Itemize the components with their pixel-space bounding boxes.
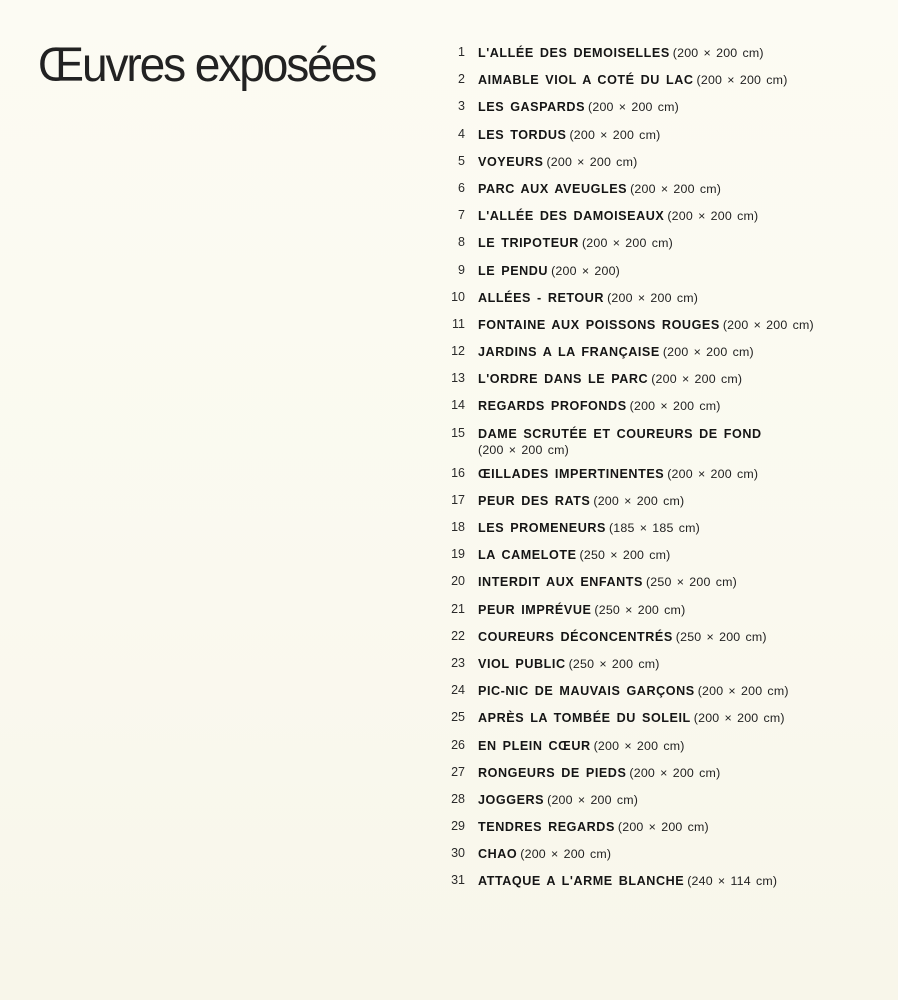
work-item [444,343,884,370]
work-title: L'ALLÉE DES DAMOISEAUX [478,209,665,224]
work-text [478,492,884,510]
work-item [444,601,884,628]
work-number: 11 [452,316,465,331]
work-text [478,397,884,415]
work-title: PEUR IMPRÉVUE [478,602,592,617]
work-text [478,207,884,225]
work-number: 20 [451,574,465,589]
work-dimensions: (200 × 200 cm) [696,73,788,88]
work-text [478,289,884,307]
work-dimensions: (250 × 200 cm) [594,602,686,617]
work-text [478,343,884,361]
work-number: 3 [458,99,465,114]
work-number: 30 [451,846,465,861]
work-title: LE PENDU [478,263,549,278]
work-title: LE TRIPOTEUR [478,236,579,251]
work-number: 13 [451,371,465,386]
work-text [478,153,884,171]
work-title: PIC-NIC DE MAUVAIS GARÇONS [478,684,695,699]
work-item [444,234,884,261]
work-title: FONTAINE AUX POISSONS ROUGES [478,317,720,332]
work-dimensions: (200 × 200 cm) [662,345,754,360]
work-dimensions: (240 × 114 cm) [687,874,778,889]
work-text [478,791,884,809]
works-list [444,44,884,900]
work-dimensions: (200 × 200 cm) [546,154,638,169]
work-text [478,601,884,619]
work-number: 24 [451,683,465,698]
work-dimensions: (185 × 185 cm) [608,521,700,535]
page-title: Œuvres exposées [38,39,376,92]
work-dimensions: (200 × 200 cm) [629,765,721,780]
work-text [478,546,884,564]
work-title: VOYEURS [478,154,544,169]
work-dimensions: (250 × 200 cm) [645,575,737,590]
work-dimensions: (200 × 200) [551,263,620,278]
work-item [444,370,884,397]
work-item [444,655,884,682]
work-item [444,818,884,845]
work-title: ATTAQUE A L'ARME BLANCHE [478,874,685,889]
work-number: 15 [451,425,465,440]
work-dimensions: (200 × 200 cm) [547,792,639,807]
work-dimensions: (200 × 200 cm) [667,466,759,481]
work-item [444,628,884,655]
work-dimensions: (200 × 200 cm) [588,100,680,115]
work-dimensions: (200 × 200 cm) [667,209,759,224]
work-text [478,126,884,144]
work-dimensions: (200 × 200 cm) [520,847,612,862]
work-text [478,655,884,673]
work-title: JARDINS A LA FRANÇAISE [478,345,660,360]
work-dimensions: (250 × 200 cm) [568,656,660,671]
work-title: L'ORDRE DANS LE PARC [478,372,649,387]
work-item [444,425,884,465]
work-number: 16 [451,465,465,480]
work-item [444,44,884,71]
work-dimensions: (200 × 200 cm) [629,399,721,414]
work-text [478,737,884,755]
work-number: 17 [451,492,465,507]
work-number: 1 [458,45,465,59]
work-text [478,764,884,782]
work-number: 7 [458,208,465,223]
work-item [444,153,884,180]
work-title: DAME SCRUTÉE ET COUREURS DE FOND [478,426,762,441]
work-number: 21 [451,601,465,616]
work-text [478,71,884,89]
work-dimensions: (200 × 200 cm) [478,442,569,457]
work-text [478,465,884,483]
work-number: 10 [451,289,465,304]
work-item [444,262,884,289]
work-text [478,234,884,252]
work-title: CHAO [478,847,518,862]
work-item [444,872,884,899]
work-title: COUREURS DÉCONCENTRÉS [478,629,673,644]
work-text [478,44,884,62]
work-item [444,207,884,234]
work-number: 25 [451,710,465,725]
work-item [444,126,884,153]
work-item [444,682,884,709]
work-number: 27 [451,764,465,779]
work-number: 31 [451,873,465,888]
work-item [444,180,884,207]
work-title: AIMABLE VIOL A COTÉ DU LAC [478,73,694,88]
work-number: 8 [458,235,465,250]
work-title: TENDRES REGARDS [478,820,615,835]
work-item [444,791,884,818]
work-number: 9 [458,262,465,277]
work-number: 6 [458,180,465,195]
work-dimensions: (200 × 200 cm) [697,684,789,699]
work-dimensions: (200 × 200 cm) [569,127,661,142]
work-dimensions: (200 × 200 cm) [672,46,764,60]
work-text [478,425,884,458]
work-item [444,737,884,764]
work-text [478,628,884,646]
work-title: LES TORDUS [478,127,567,142]
work-dimensions: (200 × 200 cm) [593,493,685,508]
work-number: 23 [451,655,465,670]
work-dimensions: (200 × 200 cm) [630,181,722,196]
work-text [478,316,884,334]
work-title: ALLÉES - RETOUR [478,290,605,305]
work-dimensions: (200 × 200 cm) [581,236,673,251]
work-dimensions: (200 × 200 cm) [617,820,709,835]
work-number: 12 [451,344,465,359]
work-number: 29 [451,819,465,834]
work-title: ŒILLADES IMPERTINENTES [478,466,665,481]
work-number: 4 [458,126,465,141]
work-dimensions: (200 × 200 cm) [722,317,814,332]
work-text [478,519,884,537]
work-item [444,289,884,316]
work-text [478,818,884,836]
work-title: PEUR DES RATS [478,493,591,508]
work-item [444,709,884,736]
work-title: REGARDS PROFONDS [478,399,627,414]
work-title: JOGGERS [478,792,545,807]
work-title: INTERDIT AUX ENFANTS [478,575,643,590]
work-number: 14 [451,398,465,413]
work-item [444,465,884,492]
work-item [444,71,884,98]
work-number: 28 [451,791,465,806]
work-title: PARC AUX AVEUGLES [478,181,628,196]
work-title: VIOL PUBLIC [478,656,566,671]
work-text [478,370,884,388]
work-text [478,98,884,116]
work-title: EN PLEIN CŒUR [478,738,591,753]
work-dimensions: (200 × 200 cm) [693,711,785,726]
work-number: 5 [458,153,465,168]
work-title: L'ALLÉE DES DEMOISELLES [478,46,670,60]
work-item [444,492,884,519]
work-number: 19 [451,547,465,562]
work-text [478,845,884,863]
work-dimensions: (250 × 200 cm) [675,629,767,644]
work-title: LES GASPARDS [478,100,586,115]
work-title: LES PROMENEURS [478,521,606,535]
work-dimensions: (200 × 200 cm) [593,738,685,753]
work-item [444,397,884,424]
work-item [444,573,884,600]
work-number: 18 [451,520,465,534]
work-item [444,845,884,872]
work-item [444,764,884,791]
work-dimensions: (200 × 200 cm) [651,372,743,387]
work-text [478,682,884,700]
work-title: LA CAMELOTE [478,548,577,563]
work-title: RONGEURS DE PIEDS [478,765,627,780]
work-dimensions: (200 × 200 cm) [607,290,699,305]
work-dimensions: (250 × 200 cm) [579,548,671,563]
work-text [478,709,884,727]
work-item [444,316,884,343]
work-number: 26 [451,737,465,752]
work-text [478,573,884,591]
work-title: APRÈS LA TOMBÉE DU SOLEIL [478,711,691,726]
work-item [444,519,884,546]
work-text [478,872,884,890]
work-number: 22 [451,628,465,643]
work-number: 2 [458,72,465,87]
work-item [444,98,884,125]
work-item [444,546,884,573]
work-text [478,262,884,280]
work-text [478,180,884,198]
